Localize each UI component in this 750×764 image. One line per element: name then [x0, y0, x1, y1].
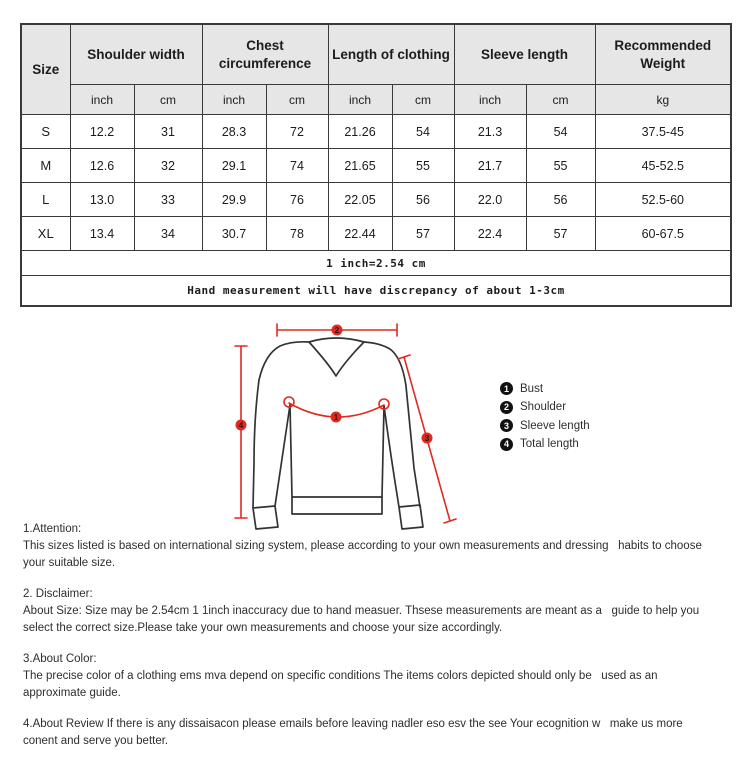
notes-line: select the correct size.Please take your own measurements and choose your size accordingly. [23, 622, 503, 634]
sweater-right-sleeve-outer [364, 342, 420, 507]
legend-label: Bust [520, 382, 544, 395]
notes-line: The precise color of a clothing ems mva depend on specific conditions The items colors depicted should only be used as an [23, 670, 658, 682]
armpit-loop-left [284, 397, 294, 407]
table-cell: 72 [266, 115, 328, 149]
table-row-size-l [21, 183, 731, 217]
notes-section-4 [23, 716, 743, 750]
size-chart-body [21, 115, 731, 307]
table-cell: 13.0 [70, 183, 134, 217]
measurement-callouts [236, 325, 433, 444]
table-note: Hand measurement will have discrepancy of about 1-3cm [21, 276, 731, 307]
size-chart-header [21, 24, 731, 115]
table-cell: 34 [134, 217, 202, 251]
notes-line: 4.About Review If there is any dissaisacon please emails before leaving nadler eso esv the see Your ecognition w make us more [23, 718, 683, 730]
legend-item-sleeve-length [500, 419, 590, 432]
callout-number-bust: 1 [333, 412, 339, 422]
table-cell: 56 [392, 183, 454, 217]
table-cell: 55 [392, 149, 454, 183]
notes-section-3 [23, 651, 743, 702]
measurement-lines [235, 324, 456, 523]
table-cell: 31 [134, 115, 202, 149]
table-cell: 28.3 [202, 115, 266, 149]
sweater-right-sleeve-inner [384, 406, 399, 507]
notes-line: conent and serve you better. [23, 735, 169, 747]
notes-section-2 [23, 586, 743, 637]
sweater-collar [309, 338, 364, 342]
sweater-vneck [309, 342, 364, 376]
callout-number-total-length: 4 [238, 420, 244, 430]
table-cell: 22.44 [328, 217, 392, 251]
table-cell: 12.2 [70, 115, 134, 149]
sweater-measurement-diagram [228, 318, 463, 533]
notes-line: approximate guide. [23, 687, 121, 699]
column-header-size: Size [21, 24, 70, 115]
column-header-length-of-clothing: Length of clothing [328, 24, 454, 85]
legend-number-badge: 3 [500, 419, 513, 432]
table-cell: 29.9 [202, 183, 266, 217]
table-cell: 78 [266, 217, 328, 251]
table-cell: 22.4 [454, 217, 526, 251]
table-cell: 33 [134, 183, 202, 217]
table-cell: 54 [392, 115, 454, 149]
column-header-sleeve-length: Sleeve length [454, 24, 595, 85]
notes-line: your suitable size. [23, 557, 116, 569]
unit-header-shoulder-width-cm: cm [134, 85, 202, 115]
table-cell: 76 [266, 183, 328, 217]
table-cell: 30.7 [202, 217, 266, 251]
unit-header-chest-circumference-cm: cm [266, 85, 328, 115]
table-row-size-s [21, 115, 731, 149]
column-header-shoulder-width: Shoulder width [70, 24, 202, 85]
table-cell: 52.5-60 [595, 183, 731, 217]
size-label: S [21, 115, 70, 149]
table-cell: 37.5-45 [595, 115, 731, 149]
table-cell: 22.05 [328, 183, 392, 217]
sweater-hem-band [292, 497, 382, 514]
callout-number-shoulder: 2 [334, 325, 340, 335]
size-label: XL [21, 217, 70, 251]
table-cell: 22.0 [454, 183, 526, 217]
sweater-right-side [382, 406, 384, 497]
table-cell: 12.6 [70, 149, 134, 183]
notes-heading: 2. Disclaimer: [23, 588, 93, 600]
column-header-chest-circumference: Chest circumference [202, 24, 328, 85]
unit-header-length-of-clothing-cm: cm [392, 85, 454, 115]
legend-item-shoulder [500, 401, 590, 414]
table-cell: 56 [526, 183, 595, 217]
unit-header-chest-circumference-inch: inch [202, 85, 266, 115]
table-subheader-row [21, 85, 731, 115]
measurement-legend [500, 382, 590, 456]
unit-header-sleeve-length-inch: inch [454, 85, 526, 115]
sweater-left-sleeve-outer [253, 342, 309, 508]
unit-header-sleeve-length-cm: cm [526, 85, 595, 115]
notes-line: About Size: Size may be 2.54cm 1 1inch inaccuracy due to hand measuer. Thsese measurements are meant as a guide to help you [23, 605, 700, 617]
table-cell: 32 [134, 149, 202, 183]
table-cell: 57 [526, 217, 595, 251]
table-note: 1 inch=2.54 cm [21, 251, 731, 276]
sweater-left-side [290, 405, 292, 497]
legend-number-badge: 1 [500, 382, 513, 395]
table-cell: 21.3 [454, 115, 526, 149]
notes-heading: 1.Attention: [23, 523, 82, 535]
table-note-row [21, 276, 731, 307]
table-note-row [21, 251, 731, 276]
total-length-measure-line [235, 346, 247, 518]
table-cell: 21.26 [328, 115, 392, 149]
table-cell: 54 [526, 115, 595, 149]
table-row-size-xl [21, 217, 731, 251]
unit-header-length-of-clothing-inch: inch [328, 85, 392, 115]
legend-number-badge: 4 [500, 438, 513, 451]
table-cell: 55 [526, 149, 595, 183]
table-cell: 74 [266, 149, 328, 183]
table-row-size-m [21, 149, 731, 183]
table-cell: 57 [392, 217, 454, 251]
table-header-row [21, 24, 731, 85]
legend-number-badge: 2 [500, 401, 513, 414]
size-chart-table [20, 23, 732, 307]
unit-header-recommended-weight-kg: kg [595, 85, 731, 115]
table-cell: 21.65 [328, 149, 392, 183]
legend-label: Total length [520, 438, 579, 450]
unit-header-shoulder-width-inch: inch [70, 85, 134, 115]
table-cell: 29.1 [202, 149, 266, 183]
table-cell: 21.7 [454, 149, 526, 183]
sweater-outline [253, 338, 423, 529]
legend-label: Sleeve length [520, 419, 590, 432]
legend-item-bust [500, 382, 590, 395]
legend-item-total-length [500, 438, 590, 451]
callout-number-sleeve: 3 [424, 433, 430, 443]
sweater-left-sleeve-inner [275, 405, 290, 506]
notes-block [23, 521, 743, 764]
notes-heading: 3.About Color: [23, 653, 97, 665]
legend-label: Shoulder [520, 401, 567, 413]
column-header-recommended-weight: Recommended Weight [595, 24, 731, 85]
table-cell: 45-52.5 [595, 149, 731, 183]
size-label: M [21, 149, 70, 183]
table-cell: 60-67.5 [595, 217, 731, 251]
notes-line: This sizes listed is based on international sizing system, please according to your own measurements and dressing habits to choose [23, 540, 702, 552]
table-cell: 13.4 [70, 217, 134, 251]
size-label: L [21, 183, 70, 217]
notes-section-1 [23, 521, 743, 572]
